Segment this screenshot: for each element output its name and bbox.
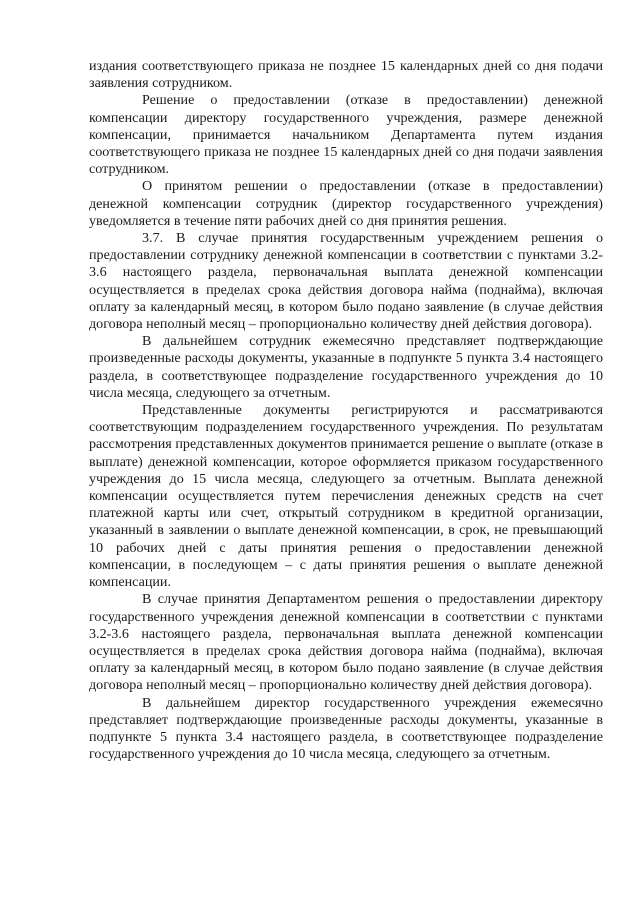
paragraph-monthly-documents-director: В дальнейшем директор государственного учреждения ежемесячно представляет подтверждающие произведенные расходы документы, указанные в подпункте 5 пункта 3.4 настоящего раздела, в соответствующее подразделение государственного учреждения до 10 числа месяца, следующего за отчетным. [89,694,603,763]
paragraph-decision-notification: О принятом решении о предоставлении (отказе в предоставлении) денежной компенсации сотрудник (директор государственного учреждения) уведомляется в течение пяти рабочих дней со дня принятия решения. [89,178,603,229]
paragraph-monthly-documents-employee: В дальнейшем сотрудник ежемесячно представляет подтверждающие произведенные расходы документы, указанные в подпункте 5 пункта 3.4 настоящего раздела, в соответствующее подразделение государственного учреждения до 10 числа месяца, следующего за отчетным. [89,333,603,401]
document-body [89,58,603,763]
paragraph-clause-3-7: 3.7. В случае принятия государственным учреждением решения о предоставлении сотруднику денежной компенсации в соответствии с пунктами 3.2-3.6 настоящего раздела, первоначальная выплата денежной компенсации осуществляется в пределах срока действия договора найма (поднайма), включая оплату за календарный месяц, в котором было подано заявление (в случае действия договора неполный месяц – пропорционально количеству дней действия договора). [89,230,603,333]
paragraph-documents-review: Представленные документы регистрируются и рассматриваются соответствующим подразделением государственного учреждения. По результатам рассмотрения представленных документов принимается решение о выплате (отказе в выплате) денежной компенсации, которое оформляется приказом государственного учреждения до 15 числа месяца, следующего за отчетным. Выплата денежной компенсации осуществляется путем перечисления денежных средств на счет платежной карты или счет, открытый сотрудником в кредитной организации, указанный в заявлении о выплате денежной компенсации, в срок, не превышающий 10 рабочих дней с даты принятия решения о предоставлении денежной компенсации, в последующем – с даты принятия решения о выплате денежной компенсации. [89,402,603,591]
paragraph-continuation: издания соответствующего приказа не позднее 15 календарных дней со дня подачи заявления сотрудником. [89,58,603,92]
paragraph-department-decision: В случае принятия Департаментом решения о предоставлении директору государственного учреждения денежной компенсации в соответствии с пунктами 3.2-3.6 настоящего раздела, первоначальная выплата денежной компенсации осуществляется в пределах срока действия договора найма (поднайма), включая оплату за календарный месяц, в котором было подано заявление (в случае действия договора неполный месяц – пропорционально количеству дней действия договора). [89,591,603,694]
paragraph-director-compensation-decision: Решение о предоставлении (отказе в предоставлении) денежной компенсации директору государственного учреждения, размере денежной компенсации, принимается начальником Департамента путем издания соответствующего приказа не позднее 15 календарных дней со дня подачи заявления сотрудником. [89,92,603,178]
